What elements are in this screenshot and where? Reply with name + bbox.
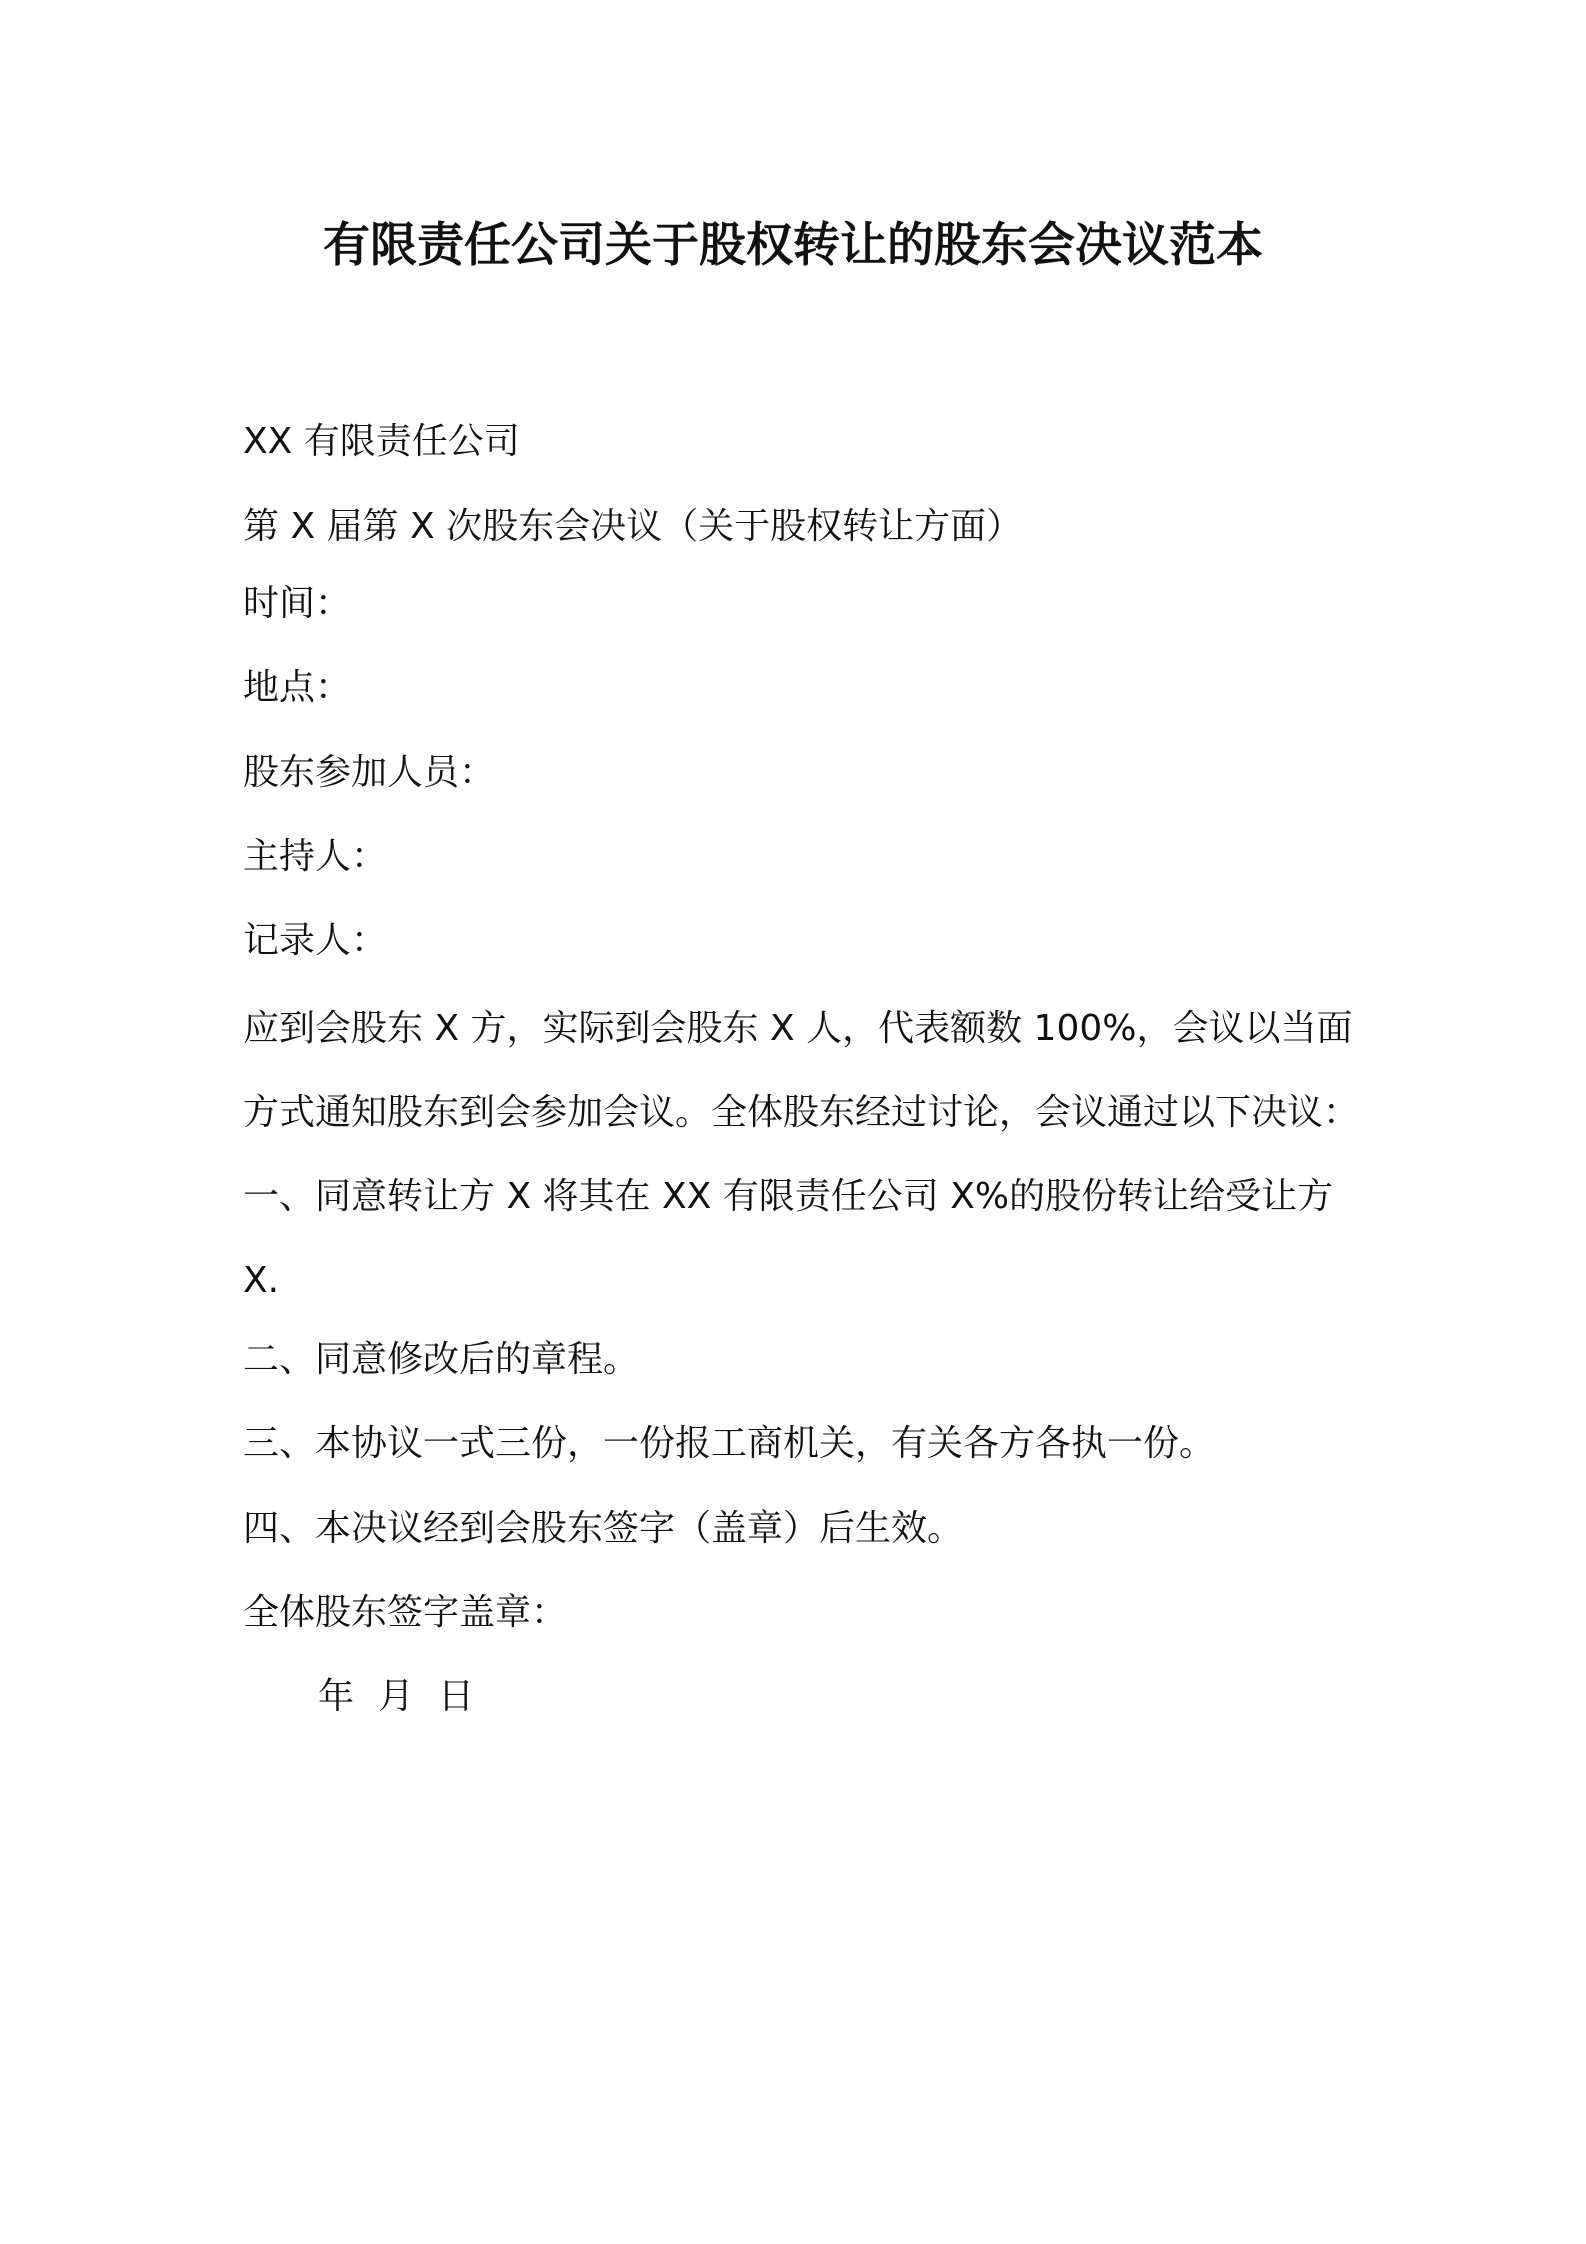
attendance-paragraph-line2: 方式通知股东到会参加会议。全体股东经过讨论，会议通过以下决议： [243,1092,1360,1133]
date-line [318,1673,1438,1721]
signature-label: 全体股东签字盖章： [243,1592,568,1633]
date-month: 月 [378,1676,415,1717]
resolution-3: 三、本协议一式三份，一份报工商机关，有关各方各执一份。 [243,1423,1216,1464]
resolution-1-line1: 一、同意转让方 X 将其在 XX 有限责任公司 X%的股份转让给受让方 [243,1176,1334,1217]
host-label: 主持人： [243,836,388,877]
place-label: 地点： [243,667,352,708]
date-day: 日 [438,1676,475,1717]
resolution-1-line2: X. [243,1260,280,1301]
attendance-paragraph-line1: 应到会股东 X 方，实际到会股东 X 人，代表额数 100%，会议以当面 [243,1008,1353,1049]
resolution-2: 二、同意修改后的章程。 [243,1339,640,1380]
document-title: 有限责任公司关于股权转让的股东会决议范本 [323,218,1263,273]
attendees-label: 股东参加人员： [243,752,496,793]
meeting-heading: 第 X 届第 X 次股东会决议（关于股权转让方面） [243,506,1023,547]
time-label: 时间： [243,583,352,624]
date-year: 年 [318,1676,355,1717]
recorder-label: 记录人： [243,920,388,961]
resolution-4: 四、本决议经到会股东签字（盖章）后生效。 [243,1508,964,1549]
company-name: XX 有限责任公司 [243,421,520,462]
